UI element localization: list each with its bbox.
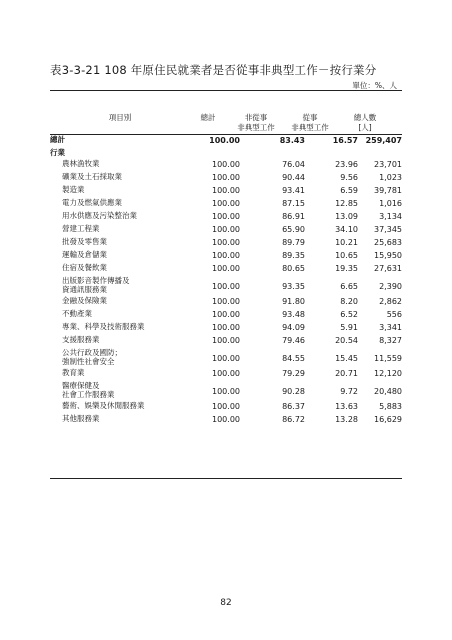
cell-non-atypical: 86.91: [282, 212, 305, 221]
table-row: [50, 323, 402, 336]
cell-total: 100.00: [212, 354, 240, 363]
cell-count: 2,390: [379, 282, 402, 291]
table-row: [50, 212, 402, 225]
total-row: [50, 136, 402, 147]
cell-non-atypical: 80.65: [282, 264, 305, 273]
cell-count: 27,631: [374, 264, 402, 273]
header-count-2: [人]: [358, 123, 372, 132]
cell-atypical: 23.96: [335, 160, 358, 169]
table-title: 表3-3-21 108 年原住民就業者是否從事非典型工作－按行業分: [50, 63, 377, 77]
cell-atypical: 6.59: [340, 186, 358, 195]
cell-count: 37,345: [374, 225, 402, 234]
cell-atypical: 13.09: [335, 212, 358, 221]
cell-atypical: 15.45: [335, 354, 358, 363]
cell-total: 100.00: [212, 212, 240, 221]
cell-count: 1,023: [379, 173, 402, 182]
cell-non-atypical: 94.09: [282, 323, 305, 332]
row-label: 批發及零售業: [62, 237, 107, 246]
row-label: 用水供應及污染整治業: [62, 211, 137, 220]
cell-non-atypical: 93.35: [282, 282, 305, 291]
cell-count: 39,781: [374, 186, 402, 195]
table-row: [50, 349, 402, 369]
cell-total: 100.00: [209, 136, 240, 145]
cell-atypical: 13.63: [335, 402, 358, 411]
row-label: 教育業: [62, 368, 85, 377]
cell-non-atypical: 89.35: [282, 251, 305, 260]
cell-total: 100.00: [212, 369, 240, 378]
cell-atypical: 20.71: [335, 369, 358, 378]
cell-count: 25,683: [374, 238, 402, 247]
cell-non-atypical: 89.79: [282, 238, 305, 247]
cell-atypical: 6.52: [340, 310, 358, 319]
header-total: 總計: [200, 113, 216, 122]
cell-atypical: 5.91: [340, 323, 358, 332]
cell-count: 556: [386, 310, 402, 319]
cell-non-atypical: 90.44: [282, 173, 305, 182]
header-item: 項目別: [108, 113, 132, 122]
table-row: [50, 173, 402, 186]
cell-total: 100.00: [212, 251, 240, 260]
cell-count: 20,480: [374, 387, 402, 396]
row-label: 不動產業: [62, 309, 92, 318]
table-row: [50, 402, 402, 415]
cell-non-atypical: 90.28: [282, 387, 305, 396]
row-label: 製造業: [62, 185, 85, 194]
cell-atypical: 9.56: [340, 173, 358, 182]
cell-non-atypical: 86.72: [282, 415, 305, 424]
cell-count: 23,701: [374, 160, 402, 169]
cell-total: 100.00: [212, 264, 240, 273]
cell-non-atypical: 83.43: [279, 136, 305, 145]
cell-atypical: 6.65: [340, 282, 358, 291]
cell-total: 100.00: [212, 336, 240, 345]
cell-atypical: 13.28: [335, 415, 358, 424]
cell-atypical: 8.20: [340, 297, 358, 306]
row-label: 運輸及倉儲業: [62, 250, 107, 259]
cell-count: 8,327: [379, 336, 402, 345]
row-label: 營建工程業: [62, 224, 100, 233]
header-top-rule: [50, 90, 402, 91]
cell-non-atypical: 86.37: [282, 402, 305, 411]
cell-count: 1,016: [379, 199, 402, 208]
header-count-1: 總人數: [353, 113, 377, 122]
cell-total: 100.00: [212, 297, 240, 306]
cell-total: 100.00: [212, 199, 240, 208]
cell-total: 100.00: [212, 238, 240, 247]
row-label: 總計: [50, 135, 65, 144]
header-bottom-rule: [50, 134, 402, 135]
cell-non-atypical: 87.15: [282, 199, 305, 208]
row-label: 醫療保健及: [62, 381, 100, 390]
page-number: 82: [220, 598, 232, 608]
table-row: [50, 297, 402, 310]
row-label: 專業、科學及技術服務業: [62, 322, 145, 331]
table-bottom-rule: [50, 478, 402, 479]
cell-atypical: 34.10: [335, 225, 358, 234]
table-row: [50, 277, 402, 297]
row-label: 出版影音製作傳播及: [62, 276, 130, 285]
cell-total: 100.00: [212, 323, 240, 332]
header-atypical-2: 非典型工作: [291, 123, 329, 132]
cell-count: 15,950: [374, 251, 402, 260]
cell-non-atypical: 65.90: [282, 225, 305, 234]
cell-count: 3,134: [379, 212, 402, 221]
unit-label: 單位：%、人: [352, 81, 397, 90]
row-label-line2: 強制性社會安全: [62, 357, 115, 366]
row-label: 礦業及土石採取業: [62, 172, 122, 181]
header-non-atypical-1: 非從事: [244, 113, 268, 122]
row-label-line2: 社會工作服務業: [62, 390, 115, 399]
cell-count: 16,629: [374, 415, 402, 424]
cell-atypical: 10.21: [335, 238, 358, 247]
cell-non-atypical: 93.48: [282, 310, 305, 319]
row-label: 住宿及餐飲業: [62, 263, 107, 272]
table-row: [50, 415, 402, 428]
section-label: [50, 149, 402, 160]
cell-count: 5,883: [379, 402, 402, 411]
cell-non-atypical: 91.80: [282, 297, 305, 306]
cell-non-atypical: 79.29: [282, 369, 305, 378]
table-row: [50, 382, 402, 402]
cell-total: 100.00: [212, 310, 240, 319]
cell-total: 100.00: [212, 173, 240, 182]
cell-count: 259,407: [365, 136, 402, 145]
header-non-atypical-2: 非典型工作: [237, 123, 275, 132]
cell-non-atypical: 76.04: [282, 160, 305, 169]
cell-atypical: 12.85: [335, 199, 358, 208]
row-label: 支援服務業: [62, 335, 100, 344]
cell-total: 100.00: [212, 387, 240, 396]
row-label: 電力及燃氣供應業: [62, 198, 122, 207]
row-label: 藝術、娛樂及休閒服務業: [62, 401, 145, 410]
cell-total: 100.00: [212, 160, 240, 169]
row-label: 農林漁牧業: [62, 159, 100, 168]
row-label: 金融及保險業: [62, 296, 107, 305]
cell-count: 3,341: [379, 323, 402, 332]
cell-total: 100.00: [212, 186, 240, 195]
row-label: 其他服務業: [62, 414, 100, 423]
cell-count: 11,559: [374, 354, 402, 363]
cell-atypical: 16.57: [332, 136, 358, 145]
cell-non-atypical: 79.46: [282, 336, 305, 345]
cell-total: 100.00: [212, 415, 240, 424]
table-row: [50, 369, 402, 382]
cell-atypical: 9.72: [340, 387, 358, 396]
cell-atypical: 20.54: [335, 336, 358, 345]
header-atypical-1: 從事: [302, 113, 318, 122]
cell-atypical: 19.35: [335, 264, 358, 273]
cell-total: 100.00: [212, 282, 240, 291]
cell-total: 100.00: [212, 402, 240, 411]
cell-non-atypical: 84.55: [282, 354, 305, 363]
cell-count: 2,862: [379, 297, 402, 306]
section-label-text: 行業: [50, 148, 65, 157]
cell-atypical: 10.65: [335, 251, 358, 260]
row-label-line2: 資通訊服務業: [62, 285, 107, 294]
cell-count: 12,120: [374, 369, 402, 378]
row-label: 公共行政及國防；: [62, 348, 122, 357]
cell-total: 100.00: [212, 225, 240, 234]
cell-non-atypical: 93.41: [282, 186, 305, 195]
